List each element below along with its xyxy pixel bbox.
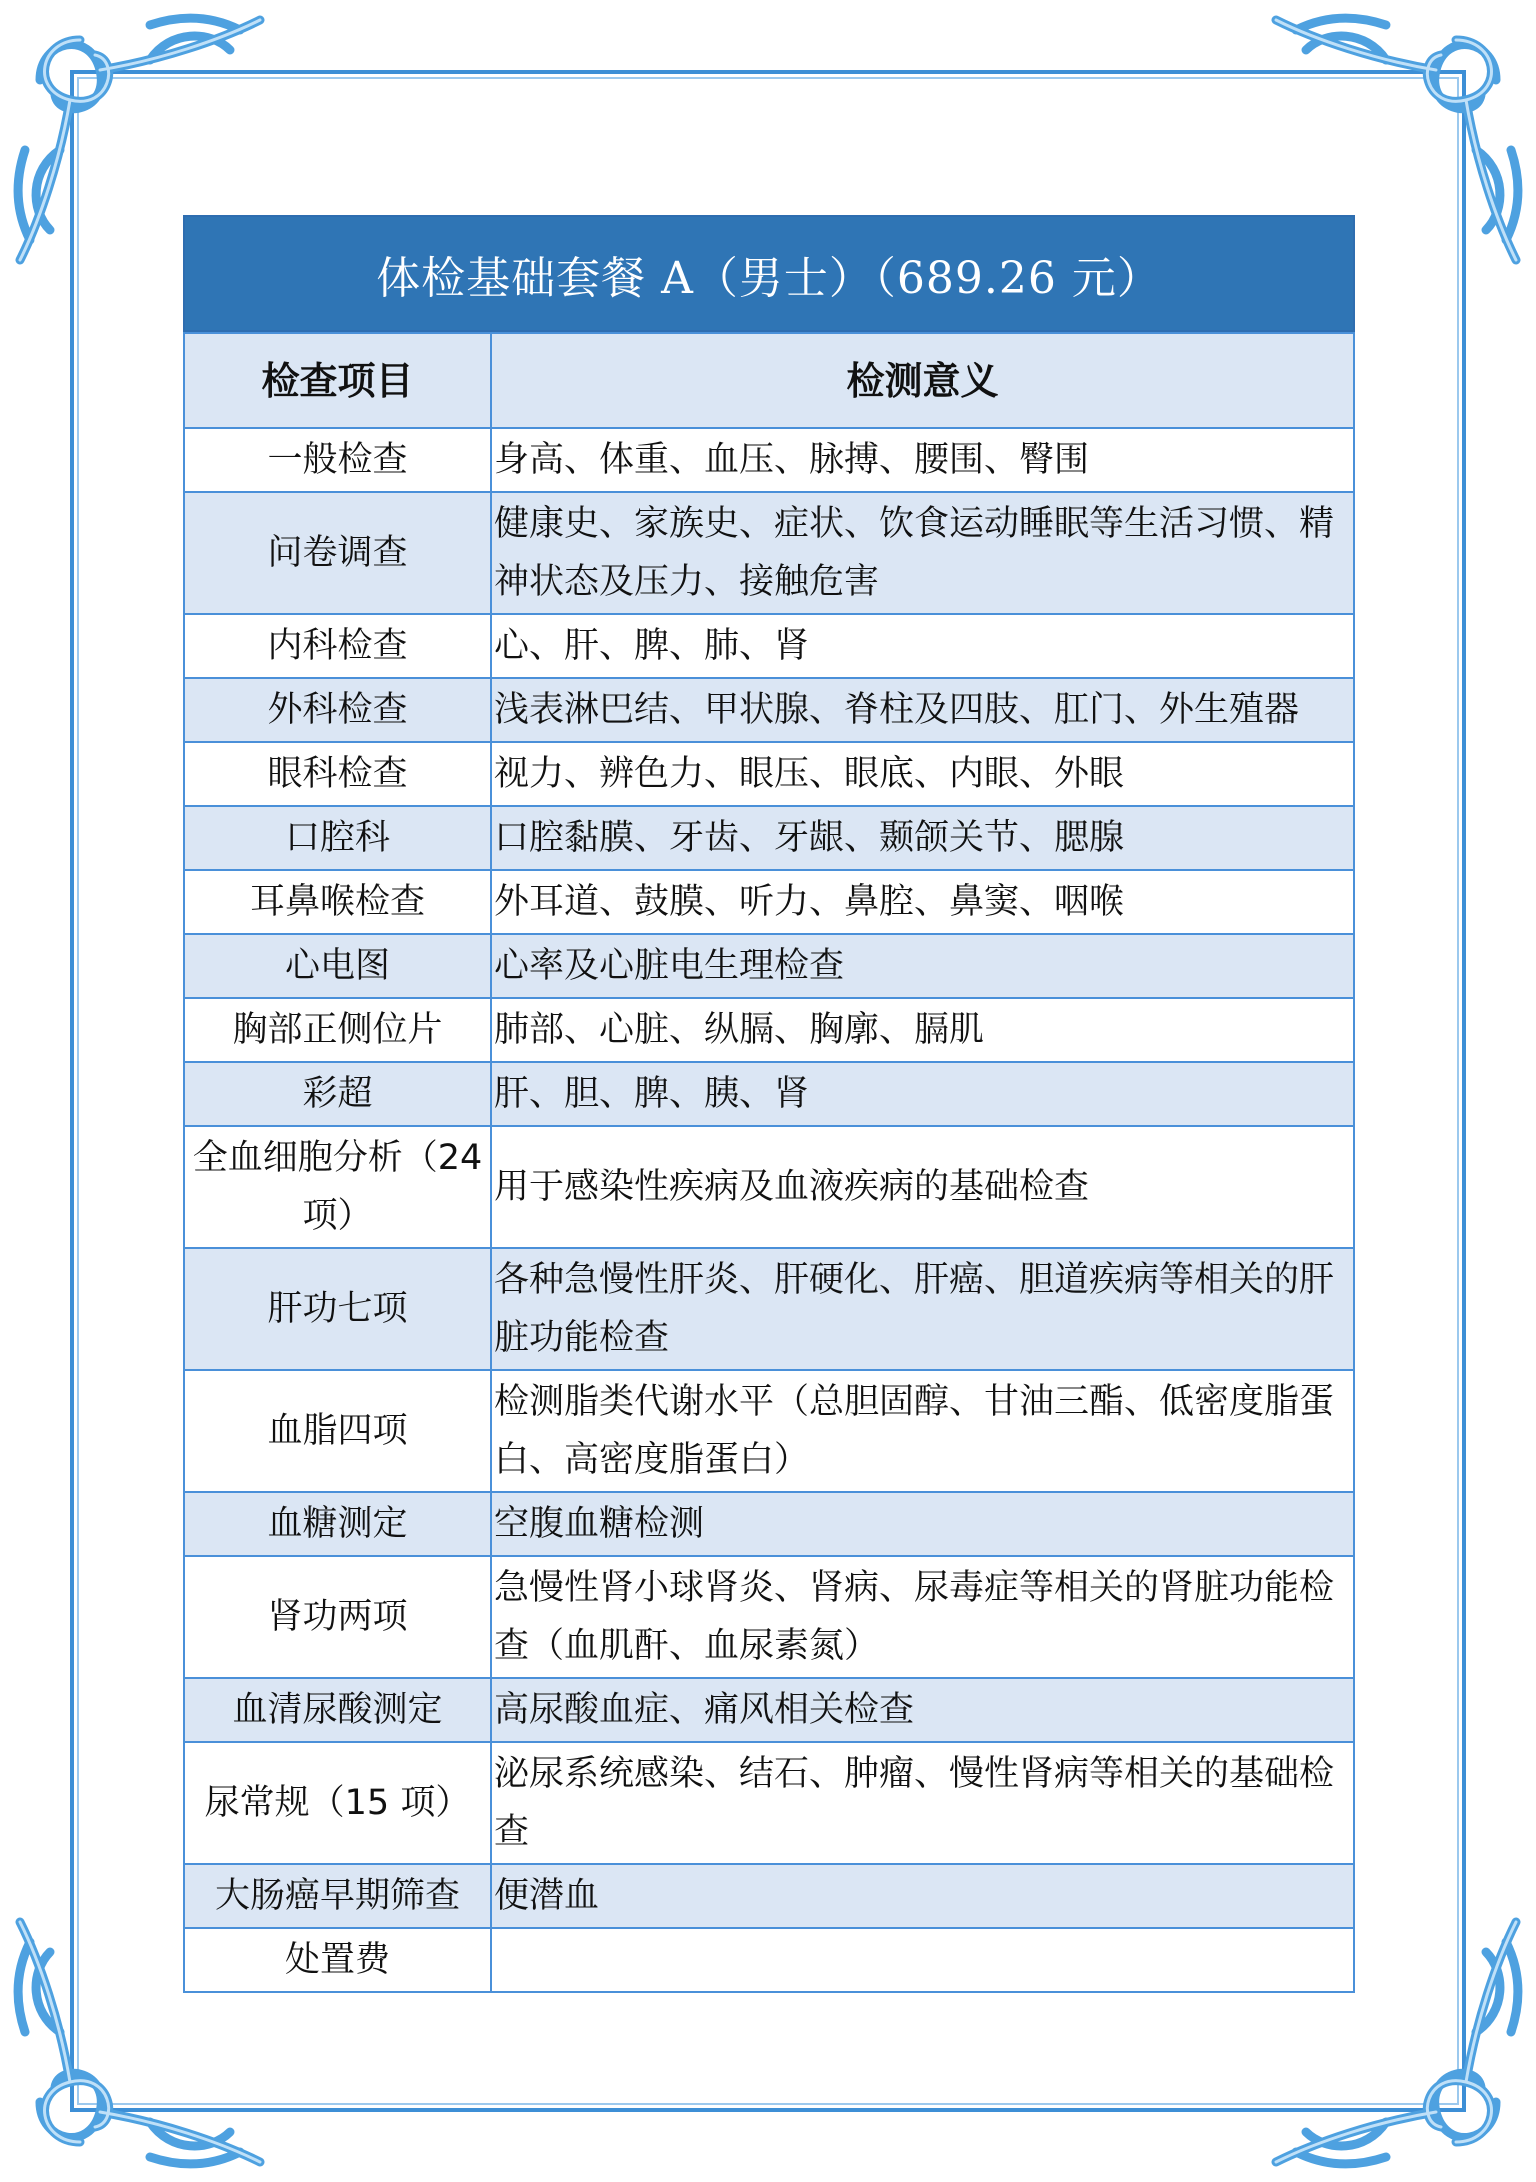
row-meaning: 急慢性肾小球肾炎、肾病、尿毒症等相关的肾脏功能检查（血肌酐、血尿素氮）	[491, 1556, 1354, 1678]
row-meaning: 泌尿系统感染、结石、肿瘤、慢性肾病等相关的基础检查	[491, 1742, 1354, 1864]
row-item: 处置费	[184, 1928, 491, 1992]
row-item: 血糖测定	[184, 1492, 491, 1556]
header-meaning: 检测意义	[491, 333, 1354, 428]
table-row	[184, 806, 1354, 870]
table-row	[184, 1492, 1354, 1556]
row-meaning: 心、肝、脾、肺、肾	[491, 614, 1354, 678]
row-item: 外科检查	[184, 678, 491, 742]
package-title: 体检基础套餐 A（男士）（689.26 元）	[183, 215, 1355, 332]
package-table	[183, 215, 1355, 1993]
row-item: 心电图	[184, 934, 491, 998]
row-item: 肝功七项	[184, 1248, 491, 1370]
row-item: 血清尿酸测定	[184, 1678, 491, 1742]
row-item: 彩超	[184, 1062, 491, 1126]
table-row	[184, 428, 1354, 492]
row-item: 尿常规（15 项）	[184, 1742, 491, 1864]
row-meaning: 空腹血糖检测	[491, 1492, 1354, 1556]
row-item: 耳鼻喉检查	[184, 870, 491, 934]
row-meaning: 检测脂类代谢水平（总胆固醇、甘油三酯、低密度脂蛋白、高密度脂蛋白）	[491, 1370, 1354, 1492]
row-meaning: 外耳道、鼓膜、听力、鼻腔、鼻窦、咽喉	[491, 870, 1354, 934]
row-item: 眼科检查	[184, 742, 491, 806]
row-item: 全血细胞分析（24 项）	[184, 1126, 491, 1248]
row-meaning: 用于感染性疾病及血液疾病的基础检查	[491, 1126, 1354, 1248]
table-row	[184, 934, 1354, 998]
table-row	[184, 678, 1354, 742]
row-item: 胸部正侧位片	[184, 998, 491, 1062]
table-row	[184, 1928, 1354, 1992]
table-row	[184, 1248, 1354, 1370]
row-item: 问卷调查	[184, 492, 491, 614]
row-meaning: 肝、胆、脾、胰、肾	[491, 1062, 1354, 1126]
table-row	[184, 1678, 1354, 1742]
row-meaning: 身高、体重、血压、脉搏、腰围、臀围	[491, 428, 1354, 492]
table-row	[184, 492, 1354, 614]
header-item: 检查项目	[184, 333, 491, 428]
table-row	[184, 1126, 1354, 1248]
items-table	[183, 332, 1355, 1993]
row-item: 大肠癌早期筛查	[184, 1864, 491, 1928]
row-meaning: 高尿酸血症、痛风相关检查	[491, 1678, 1354, 1742]
row-meaning: 健康史、家族史、症状、饮食运动睡眠等生活习惯、精神状态及压力、接触危害	[491, 492, 1354, 614]
table-header-row	[184, 333, 1354, 428]
row-meaning: 口腔黏膜、牙齿、牙龈、颞颌关节、腮腺	[491, 806, 1354, 870]
row-meaning	[491, 1928, 1354, 1992]
table-row	[184, 1062, 1354, 1126]
row-meaning: 便潜血	[491, 1864, 1354, 1928]
table-row	[184, 742, 1354, 806]
row-item: 口腔科	[184, 806, 491, 870]
row-meaning: 浅表淋巴结、甲状腺、脊柱及四肢、肛门、外生殖器	[491, 678, 1354, 742]
table-row	[184, 1556, 1354, 1678]
row-meaning: 视力、辨色力、眼压、眼底、内眼、外眼	[491, 742, 1354, 806]
table-row	[184, 614, 1354, 678]
table-row	[184, 1370, 1354, 1492]
row-item: 血脂四项	[184, 1370, 491, 1492]
row-item: 内科检查	[184, 614, 491, 678]
row-item: 肾功两项	[184, 1556, 491, 1678]
table-row	[184, 870, 1354, 934]
row-meaning: 心率及心脏电生理检查	[491, 934, 1354, 998]
table-row	[184, 998, 1354, 1062]
table-row	[184, 1864, 1354, 1928]
row-meaning: 各种急慢性肝炎、肝硬化、肝癌、胆道疾病等相关的肝脏功能检查	[491, 1248, 1354, 1370]
table-row	[184, 1742, 1354, 1864]
row-item: 一般检查	[184, 428, 491, 492]
row-meaning: 肺部、心脏、纵膈、胸廓、膈肌	[491, 998, 1354, 1062]
